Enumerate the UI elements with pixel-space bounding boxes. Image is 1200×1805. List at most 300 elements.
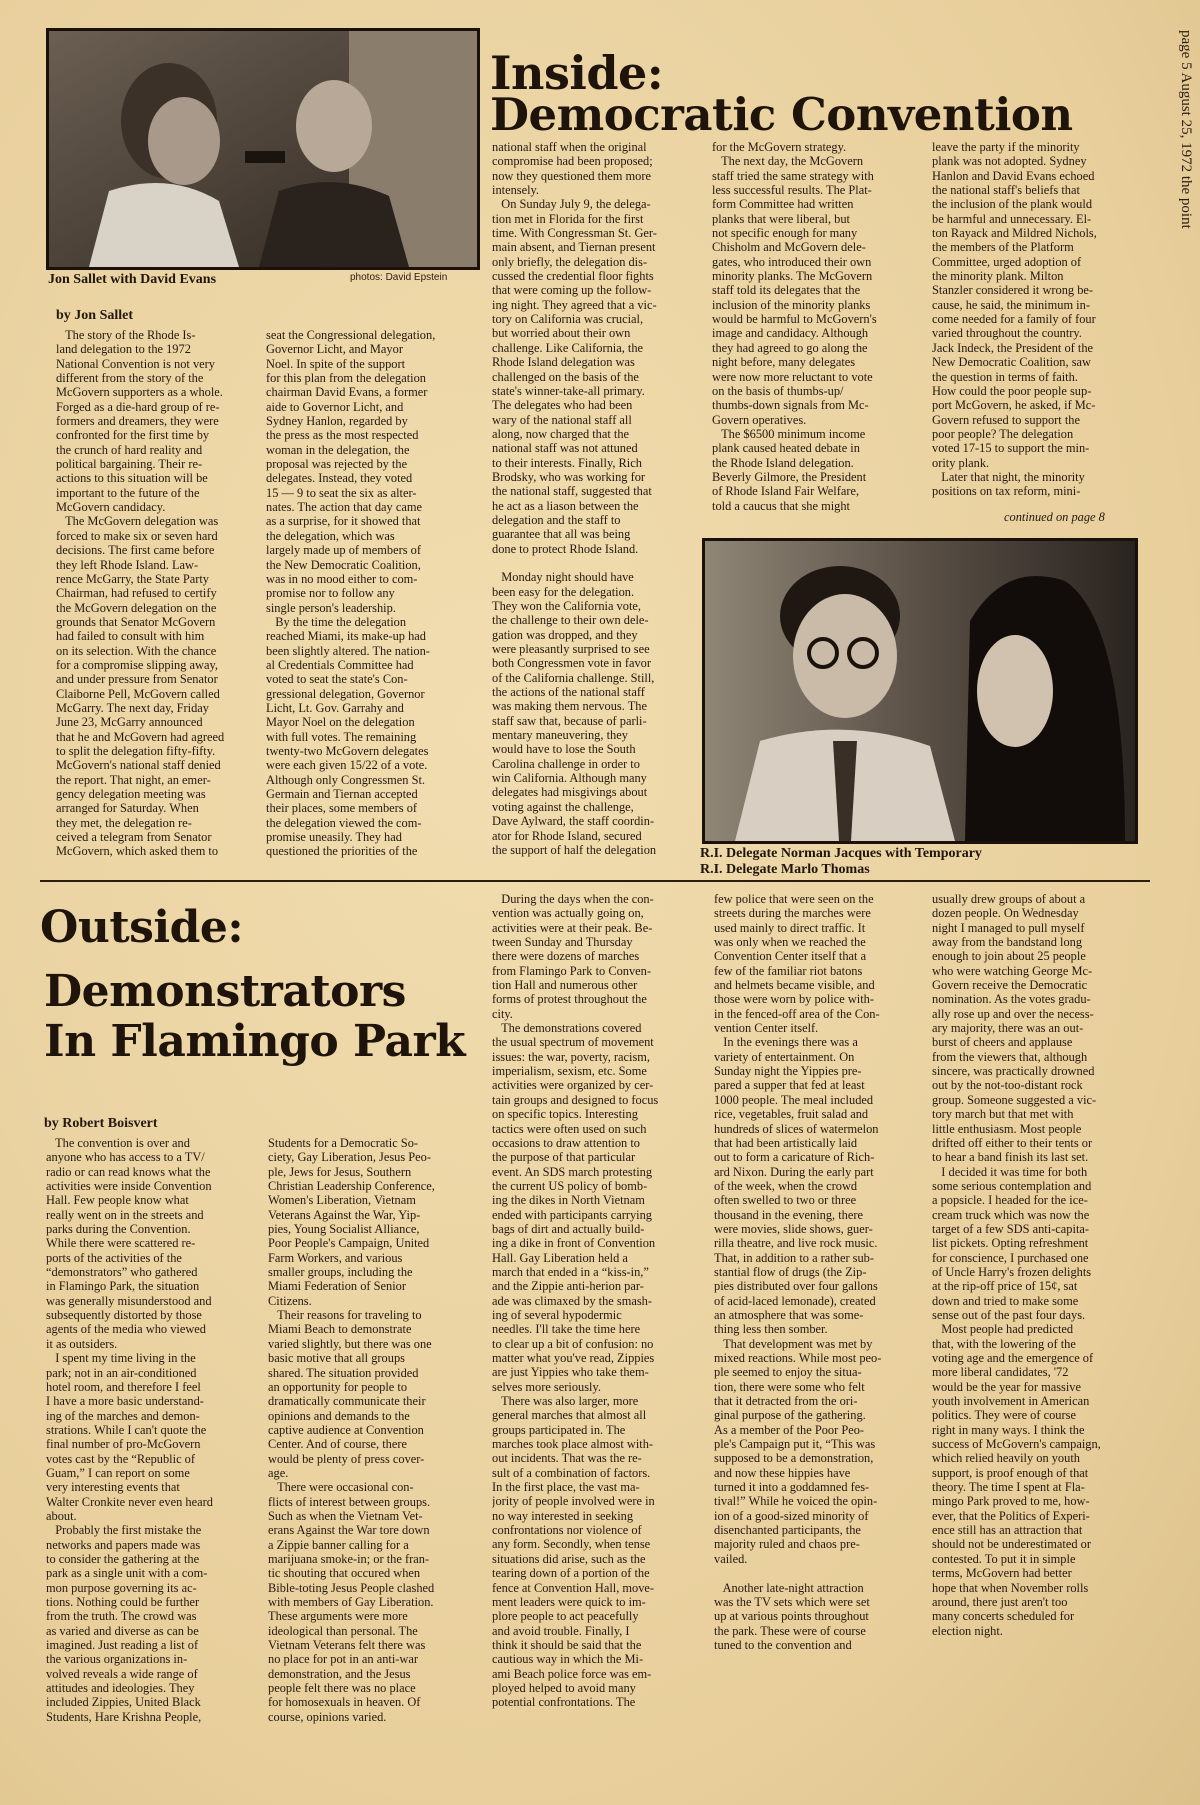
column-line: Chisholm and McGovern dele- <box>712 240 866 255</box>
column-line: In the evenings there was a <box>714 1035 858 1050</box>
column-line: compromise had been proposed; <box>492 154 653 169</box>
column-line: imperialism, sexism, etc. Some <box>492 1064 647 1079</box>
column-line: been slightly altered. The nation- <box>266 643 430 658</box>
column-line: but worried about their own <box>492 326 631 341</box>
column-line: political bargaining. Their re- <box>56 457 203 472</box>
column-line: national staff was not attuned <box>492 441 638 456</box>
column-line: The delegates who had been <box>492 398 633 413</box>
column-line: Although only Congressmen St. <box>266 772 426 787</box>
column-line: ing the dikes in North Vietnam <box>492 1193 645 1208</box>
column-line: McGarry. The next day, Friday <box>56 700 209 715</box>
column-line: around, there just aren't too <box>932 1594 1068 1609</box>
column-line: the members of the Platform <box>932 240 1074 255</box>
column-line: to consider the gathering at the <box>46 1551 200 1566</box>
column-line: time. With Congressman St. Ger- <box>492 226 657 241</box>
column-line: potential confrontations. The <box>492 1695 636 1710</box>
column-line: about. <box>46 1508 77 1523</box>
column-line: the crunch of hard reality and <box>56 442 203 457</box>
column-line <box>714 1566 914 1580</box>
column-line: guarantee that all was being <box>492 527 631 542</box>
column-line: Govern refused to support the <box>932 412 1080 427</box>
column-line: sincere, was practically drowned <box>932 1064 1095 1079</box>
column-line: few police that were seen on the <box>714 892 874 906</box>
column-line: ports of the activities of the <box>46 1250 182 1265</box>
column-line: tactics were often used on such <box>492 1121 647 1136</box>
column-line: Poor People's Campaign, United <box>268 1236 430 1251</box>
column-line: networks and papers made was <box>46 1537 201 1552</box>
column-line: cautious way in which the Mi- <box>492 1652 644 1667</box>
continued-note: continued on page 8 <box>1004 510 1105 524</box>
column-line: out incidents. That was the re- <box>492 1451 642 1466</box>
column-line: Students for a Democratic So- <box>268 1136 419 1150</box>
column-line: theory. The time I spent at Fla- <box>932 1480 1085 1495</box>
column-line: were movies, slide shows, guer- <box>714 1221 873 1236</box>
column-line: Germain and Tiernan accepted <box>266 787 418 801</box>
column-line: Govern operatives. <box>712 412 807 427</box>
column-line: was only when we reached the <box>714 935 866 950</box>
column-line: to their interests. Finally, Rich <box>492 455 642 470</box>
column-line: on its selection. With the chance <box>56 643 217 658</box>
column-line: Citizens. <box>268 1293 312 1308</box>
column-line: ade was climaxed by the smash- <box>492 1293 652 1308</box>
column-line: Jack Indeck, the President of the <box>932 340 1094 355</box>
column-line: Vietnam Veterans felt there was <box>268 1638 426 1653</box>
column-line: cream truck which was now the <box>932 1207 1090 1222</box>
column-line: and helmets became visible, and <box>714 978 875 993</box>
column-line: that had been artistically laid <box>714 1135 858 1150</box>
column-line: to clear up a bit of confusion: no <box>492 1336 654 1351</box>
column-line: Stanzler considered it wrong be- <box>932 283 1094 298</box>
column-line: I spent my time living in the <box>46 1351 196 1366</box>
column-line: for homosexuals in heaven. Of <box>268 1695 421 1710</box>
photo2-caption-line1: R.I. Delegate Norman Jacques with Temporary <box>700 846 982 861</box>
column-line: was making them nervous. The <box>492 699 647 714</box>
column-line: Bible-toting Jesus People clashed <box>268 1580 435 1595</box>
column-line: would be plenty of press cover- <box>268 1451 425 1466</box>
column-line: the challenge to their own dele- <box>492 613 649 628</box>
column-line: Brodsky, who was working for <box>492 469 646 484</box>
column-line: ary majority, there was an out- <box>932 1021 1084 1036</box>
column-line: ing of the marches and demon- <box>46 1408 200 1423</box>
column-line: McGovern, which asked them to <box>56 844 219 859</box>
column-line: Center. And of course, there <box>268 1437 408 1452</box>
column-line: positions on tax reform, mini- <box>932 484 1081 499</box>
column-line: vention Center itself. <box>714 1021 819 1036</box>
column-line: city. <box>492 1006 513 1021</box>
column-line: a Zippie banner calling for a <box>268 1537 409 1552</box>
column-line: the minority plank. Milton <box>932 269 1064 284</box>
page-folio <box>1172 30 1196 330</box>
column-line: told a caucus that she might <box>712 498 850 513</box>
column-line: in Flamingo Park, the situation <box>46 1279 200 1294</box>
column-line: often swelled to two or three <box>714 1193 857 1208</box>
column-line: of the week, when the crowd <box>714 1178 858 1193</box>
column-line: tuned to the convention and <box>714 1637 852 1652</box>
column-line: The demonstrations covered <box>492 1021 642 1036</box>
column-line: as varied and diverse as can be <box>46 1623 199 1638</box>
column-line: ority plank. <box>932 455 990 470</box>
column-line: intensely. <box>492 183 540 198</box>
column-line: subsequently distorted by those <box>46 1308 202 1323</box>
column-line: tion, there were some who felt <box>714 1379 865 1394</box>
column-line: politics. They were of course <box>932 1408 1076 1423</box>
column-line: New Democratic Coalition, saw <box>932 355 1091 370</box>
photo-caption: Jon Sallet with David Evans <box>48 272 217 287</box>
column-line: there were dozens of marches <box>492 949 640 964</box>
column-line: turned it into a goddamned fes- <box>714 1480 870 1495</box>
column-line: Rhode Island delegation was <box>492 355 635 370</box>
column-line: ing a dike in front of Convention <box>492 1236 656 1251</box>
column-line: grounds that Senator McGovern <box>56 614 216 629</box>
column-line: ideological than personal. The <box>268 1623 418 1638</box>
column-line: a popsicle. I headed for the ice- <box>932 1193 1088 1208</box>
column-line: formers and dreamers, they were <box>56 414 219 429</box>
column-line: inclusion of the minority planks <box>712 297 871 312</box>
column-line: any form. Secondly, when tense <box>492 1537 651 1552</box>
column-line: done to protect Rhode Island. <box>492 541 639 556</box>
column-line: from the truth. The crowd was <box>46 1609 197 1624</box>
column-line: both Congressmen vote in favor <box>492 656 651 671</box>
column-line: ceived a telegram from Senator <box>56 830 212 845</box>
column-line: Later that night, the minority <box>932 469 1085 484</box>
column-line: selves more seriously. <box>492 1379 601 1394</box>
column-line: come needed for a family of four <box>932 312 1096 327</box>
headline-outside: Outside: <box>40 902 244 953</box>
column-line: jority of people involved were in <box>492 1494 655 1509</box>
column-line: challenged on the basis of the <box>492 369 639 384</box>
column-line: ing of several hypodermic <box>492 1307 622 1322</box>
column-line: at the rip-off price of 15¢, sat <box>932 1279 1078 1294</box>
column-line: McGovern supporters as a whole. <box>56 385 223 400</box>
column-line: nates. The action that day came <box>266 500 422 515</box>
column-line: they met, the delegation re- <box>56 815 192 830</box>
column-line: be harmful and unnecessary. El- <box>932 211 1092 226</box>
column-line: that were coming up the follow- <box>492 283 652 298</box>
column-line: ally rose up and over the necess- <box>932 1006 1094 1021</box>
column-line: park; not in an air-conditioned <box>46 1365 197 1380</box>
column-line: tain groups and designed to focus <box>492 1092 659 1107</box>
column-line: ami Beach police force was em- <box>492 1666 652 1681</box>
column-line: they left Rhode Island. Law- <box>56 557 199 572</box>
column-line: Their reasons for traveling to <box>268 1308 422 1323</box>
article-column <box>56 328 246 878</box>
column-line: attitudes and ideologies. They <box>46 1681 195 1696</box>
column-line: That, in addition to a rather sub- <box>714 1250 875 1265</box>
column-line: the delegation, which was <box>266 528 395 543</box>
column-line: Students, Hare Krishna People, <box>46 1709 202 1724</box>
column-line: not specific enough for many <box>712 226 858 241</box>
column-line: Chairman, had refused to certify <box>56 586 217 601</box>
column-line: were pleasantly surprised to see <box>492 642 650 657</box>
photo2-caption-line2: R.I. Delegate Marlo Thomas <box>700 862 870 877</box>
column-line: success of McGovern's campaign, <box>932 1437 1101 1452</box>
column-line: demonstration, and the Jesus <box>268 1666 411 1681</box>
column-line: they had agreed to go along the <box>712 340 868 355</box>
column-line <box>492 556 692 570</box>
column-line: confronted for the first time by <box>56 428 210 443</box>
column-line: an atmosphere that was some- <box>714 1307 864 1322</box>
column-line: many concerts scheduled for <box>932 1609 1075 1624</box>
column-line: In the first place, the vast ma- <box>492 1480 640 1495</box>
photo-sallet-evans <box>46 28 480 270</box>
article-column <box>712 140 912 520</box>
column-line: The convention is over and <box>46 1136 190 1150</box>
column-line: very interesting events that <box>46 1480 180 1495</box>
column-line: the question in terms of faith. <box>932 369 1078 384</box>
column-line: different from the story of the <box>56 371 204 386</box>
column-line: would be harmful to McGovern's <box>712 312 877 327</box>
column-line: staff told its delegates that the <box>712 283 861 298</box>
column-line: the various organizations in- <box>46 1652 188 1667</box>
article-column <box>932 140 1132 510</box>
column-line: There was also larger, more <box>492 1394 639 1409</box>
column-line: mixed reactions. While most peo- <box>714 1351 882 1365</box>
column-line: Hanlon and David Evans echoed <box>932 168 1095 183</box>
column-line: parks during the Convention. <box>46 1222 191 1237</box>
column-line: on the basis of thumbs-up/ <box>712 383 844 398</box>
column-line: ator for Rhode Island, secured <box>492 828 642 843</box>
column-line: Veterans Against the War, Yip- <box>268 1207 421 1222</box>
column-line: and now these hippies have <box>714 1465 851 1480</box>
column-line: How could the poor people sup- <box>932 383 1092 398</box>
column-line: the Rhode Island delegation. <box>712 455 854 470</box>
column-line: was the TV sets which were set <box>714 1594 870 1609</box>
column-line: Forged as a die-hard group of re- <box>56 399 220 414</box>
column-line: along, now charged that the <box>492 426 630 441</box>
column-line: ple seemed to enjoy the situa- <box>714 1365 862 1380</box>
column-line: decisions. The first came before <box>56 543 215 558</box>
column-line: The story of the Rhode Is- <box>56 328 196 342</box>
column-line: radio or can read knows what the <box>46 1164 211 1179</box>
column-line: an opportunity for people to <box>268 1379 408 1394</box>
column-line: tearing down of a portion of the <box>492 1566 650 1581</box>
column-line: right in many ways. I think the <box>932 1422 1085 1437</box>
column-line: imagined. Just reading a list of <box>46 1638 199 1653</box>
column-line: National Convention is not very <box>56 356 215 371</box>
column-line: from the viewers that, although <box>932 1049 1088 1064</box>
column-line: win California. Although many <box>492 771 647 786</box>
column-line: pies, Young Socialist Alliance, <box>268 1222 420 1237</box>
column-line: voted to seat the state's Con- <box>266 672 408 687</box>
column-line: arranged for Saturday. When <box>56 801 199 816</box>
column-line: On Sunday July 9, the delega- <box>492 197 651 212</box>
column-line: the inclusion of the plank would <box>932 197 1093 212</box>
column-line: to hear a band finish its last set. <box>932 1150 1089 1165</box>
column-line: McGovern candidacy. <box>56 500 166 515</box>
column-line: al Credentials Committee had <box>266 657 414 672</box>
column-line: aide to Governor Licht, and <box>266 399 404 414</box>
column-line: he act as a liason between the <box>492 498 639 513</box>
column-line: 15 — 9 to seat the six as alter- <box>266 485 417 500</box>
column-line: national staff when the original <box>492 140 647 154</box>
column-line: Another late-night attraction <box>714 1580 864 1595</box>
article-column <box>266 328 466 878</box>
column-line: more liberal candidates, '72 <box>932 1365 1069 1380</box>
column-line: for conscience, I purchased one <box>932 1250 1089 1265</box>
column-line: proposal was rejected by the <box>266 457 408 472</box>
column-line: age. <box>268 1465 289 1480</box>
column-line: voting against the challenge, <box>492 799 634 814</box>
column-line: bags of dirt and actually build- <box>492 1221 645 1236</box>
column-line: forced to make six or seven hard <box>56 528 218 543</box>
column-line: twenty-two McGovern delegates <box>266 743 429 758</box>
column-line: anyone who has access to a TV/ <box>46 1150 205 1165</box>
column-line: activities were at their peak. Be- <box>492 920 653 935</box>
column-line: staff saw that, because of parli- <box>492 713 647 728</box>
column-line: volved reveals a wide range of <box>46 1666 198 1681</box>
column-line: dramatically communicate their <box>268 1394 426 1409</box>
column-line: “demonstrators” who gathered <box>46 1265 198 1280</box>
section-divider <box>40 880 1150 882</box>
column-line: are just Yippies who take them- <box>492 1365 649 1380</box>
column-line: stantial flow of drugs (the Zip- <box>714 1264 867 1279</box>
article-column <box>492 892 696 1782</box>
column-line: poor people? The delegation <box>932 426 1074 441</box>
column-line: plank caused heated debate in <box>712 441 860 456</box>
column-line: of Uncle Harry's frozen delights <box>932 1264 1092 1279</box>
column-line: mon purpose governing its ac- <box>46 1580 197 1595</box>
column-line: would be the year for massive <box>932 1379 1081 1394</box>
column-line: woman in the delegation, the <box>266 442 410 457</box>
column-line: Govern receive the Democratic <box>932 978 1088 993</box>
column-line: election night. <box>932 1623 1003 1638</box>
column-line: supposed to be a demonstration, <box>714 1451 874 1466</box>
column-line: for the McGovern strategy. <box>712 140 847 154</box>
article-column <box>932 892 1137 1782</box>
column-line: course, opinions varied. <box>268 1709 387 1724</box>
column-line: the park. These were of course <box>714 1623 866 1638</box>
column-line: port McGovern, he asked, if Mc- <box>932 398 1096 413</box>
column-line: Women's Liberation, Vietnam <box>268 1193 416 1208</box>
column-line: terms, McGovern had better <box>932 1566 1072 1581</box>
column-line: planks that were liberal, but <box>712 211 850 226</box>
column-line: enough to join about 25 people <box>932 949 1086 964</box>
column-line: image and candidacy. Although <box>712 326 869 341</box>
column-line: pared a supper that fed at least <box>714 1078 865 1093</box>
column-line: out to form a caricature of Rich- <box>714 1150 875 1165</box>
column-line: marches took place almost with- <box>492 1437 654 1452</box>
column-line: form Committee had written <box>712 197 854 212</box>
column-line: gency delegation meeting was <box>56 787 206 801</box>
column-line: majority ruled and chaos pre- <box>714 1537 860 1552</box>
column-line: confrontations nor violence of <box>492 1523 642 1538</box>
column-line: the press as the most respected <box>266 428 419 443</box>
column-line: vention was actually going on, <box>492 906 644 921</box>
column-line: Farm Workers, and various <box>268 1250 403 1265</box>
column-line: the report. That night, an emer- <box>56 772 211 787</box>
column-line: the McGovern delegation on the <box>56 600 217 615</box>
column-line: That development was met by <box>714 1336 873 1351</box>
column-line: ple, Jews for Jesus, Southern <box>268 1164 412 1179</box>
column-line: ployed helped to avoid many <box>492 1680 636 1695</box>
column-line: June 23, McGarry announced <box>56 715 203 730</box>
column-line: As a member of the Poor Peo- <box>714 1422 865 1437</box>
column-line: I have a more basic understand- <box>46 1394 204 1409</box>
column-line: nomination. As the votes gradu- <box>932 992 1091 1007</box>
column-line: ence still has an attraction that <box>932 1523 1083 1538</box>
byline-bottom: by Robert Boisvert <box>44 1116 158 1131</box>
column-line: night before, many delegates <box>712 355 856 370</box>
column-line: dozen people. On Wednesday <box>932 906 1079 921</box>
photo-credit: photos: David Epstein <box>350 272 448 283</box>
column-line: were now more reluctant to vote <box>712 369 873 384</box>
column-line: I decided it was time for both <box>932 1164 1088 1179</box>
column-line: cussed the credential floor fights <box>492 269 654 284</box>
column-line: should not be underestimated or <box>932 1537 1091 1552</box>
column-line: streets during the marches were <box>714 906 871 921</box>
column-line: included Zippies, United Black <box>46 1695 201 1710</box>
headline-flamingo-park: In Flamingo Park <box>44 1016 466 1067</box>
column-line: mingo Park proved to me, how- <box>932 1494 1090 1509</box>
column-line: Carolina challenge in order to <box>492 756 640 771</box>
column-line: issues: the war, poverty, racism, <box>492 1049 651 1064</box>
column-line: Christian Leadership Conference, <box>268 1179 435 1194</box>
column-line: their places, some members of <box>266 801 418 816</box>
column-line: During the days when the con- <box>492 892 654 906</box>
column-line: ginal purpose of the gathering. <box>714 1408 866 1423</box>
column-line: challenge. Like California, the <box>492 340 644 355</box>
column-line: for this plan from the delegation <box>266 371 427 386</box>
column-line: Walter Cronkite never even heard <box>46 1494 213 1509</box>
column-line: some serious contemplation and <box>932 1178 1092 1193</box>
column-line: Convention Center itself that a <box>714 949 867 964</box>
column-line: drifted off either to their tents or <box>932 1135 1093 1150</box>
column-line: activities were organized by cer- <box>492 1078 654 1093</box>
column-line: ard Nixon. During the early part <box>714 1164 874 1179</box>
column-line: usually drew groups of about a <box>932 892 1086 906</box>
column-line: situations did arise, such as the <box>492 1551 646 1566</box>
column-line: less successful results. The Plat- <box>712 183 872 198</box>
column-line: votes cast by the “Republic of <box>46 1451 195 1466</box>
column-line: Most people had predicted <box>932 1322 1074 1337</box>
column-line: little enthusiasm. Most people <box>932 1121 1082 1136</box>
column-line: delegation and the staff to <box>492 512 621 527</box>
column-line: gation was dropped, and they <box>492 627 638 642</box>
column-line: groups participated in. The <box>492 1422 626 1437</box>
column-line: Monday night should have <box>492 570 634 585</box>
column-line: Sunday night the Yippies pre- <box>714 1064 862 1079</box>
article-column <box>714 892 914 1782</box>
column-line: really went on in the streets and <box>46 1207 204 1222</box>
column-line: of the California challenge. Still, <box>492 670 655 685</box>
column-line: ciety, Gay Liberation, Jesus Peo- <box>268 1150 431 1165</box>
column-line: event. An SDS march protesting <box>492 1164 653 1179</box>
column-line: which relied heavily on youth <box>932 1451 1080 1466</box>
column-line: Hall. Few people know what <box>46 1193 189 1208</box>
column-line: only briefly, the delegation dis- <box>492 254 648 269</box>
column-line: list pickets. Opting refreshment <box>932 1236 1089 1251</box>
column-line: promise uneasily. They had <box>266 830 402 845</box>
column-line: The $6500 minimum income <box>712 426 866 441</box>
column-line: occasions to draw attention to <box>492 1135 640 1150</box>
column-line: the usual spectrum of movement <box>492 1035 654 1050</box>
column-line: They won the California vote, <box>492 599 641 613</box>
column-line: few of the familiar riot batons <box>714 963 863 978</box>
column-line: general marches that almost all <box>492 1408 647 1423</box>
column-line: smaller groups, including the <box>268 1265 413 1280</box>
column-line: burst of cheers and applause <box>932 1035 1073 1050</box>
column-line: The McGovern delegation was <box>56 514 219 529</box>
column-line: and avoid trouble. Finally, I <box>492 1623 630 1638</box>
column-line: These arguments were more <box>268 1609 408 1624</box>
column-line: no way interested in seeking <box>492 1508 634 1523</box>
column-line: vailed. <box>714 1551 748 1566</box>
column-line: marijuana smoke-in; or the fran- <box>268 1551 430 1566</box>
column-line: of acid-laced lemonade), created <box>714 1293 876 1308</box>
column-line: Noel. In spite of the support <box>266 356 406 371</box>
column-line: march that ended in a “kiss-in,” <box>492 1264 649 1279</box>
column-line: that he and McGovern had agreed <box>56 729 225 744</box>
